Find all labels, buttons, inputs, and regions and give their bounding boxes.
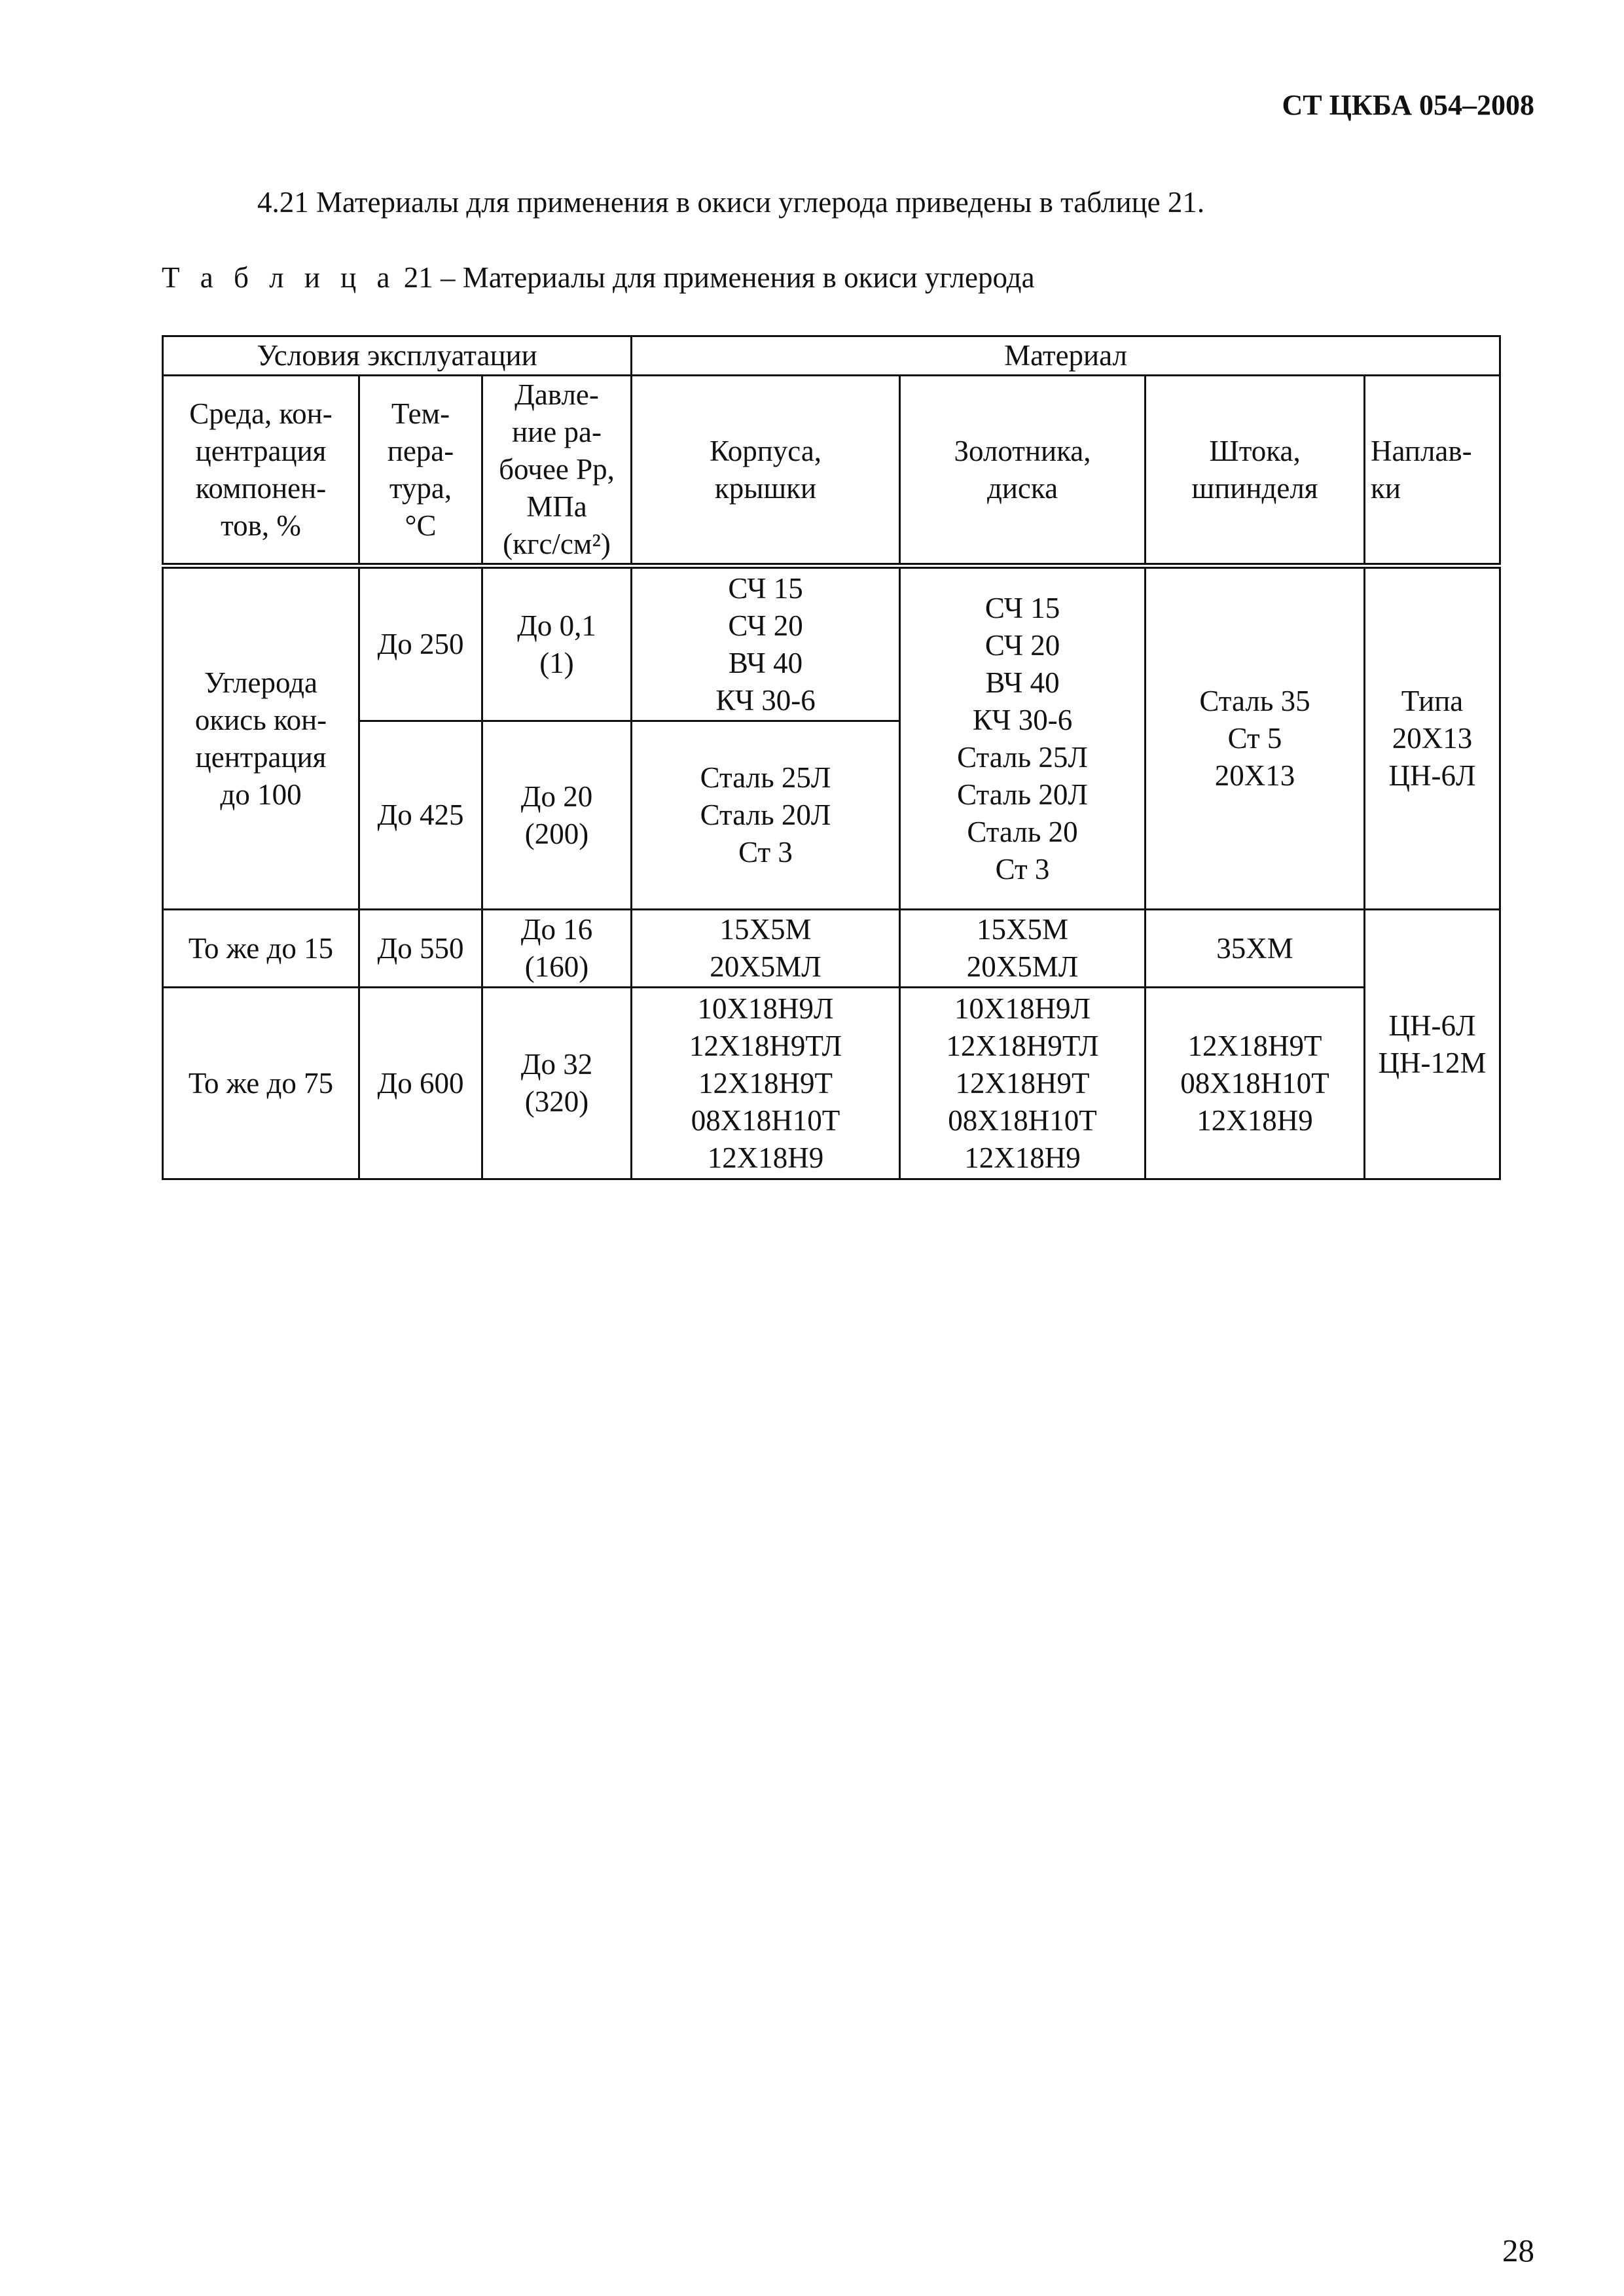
cell-text-line: (160) (524, 950, 589, 983)
overlay-material-cell (1365, 566, 1500, 910)
cell-text-line: КЧ 30-6 (972, 703, 1073, 736)
temperature-column-header (359, 376, 482, 566)
cell-text-line: Среда, кон- (189, 397, 333, 430)
body-material-cell (632, 721, 900, 910)
disc-material-cell (900, 910, 1146, 988)
overlay-column-header (1365, 376, 1500, 566)
medium-cell: То же до 75 (163, 988, 359, 1179)
conditions-group-header: Условия эксплуатации (163, 336, 632, 376)
document-code: СТ ЦКБА 054–2008 (1282, 89, 1534, 121)
cell-text-line: (320) (524, 1085, 589, 1118)
cell-text-line: Сталь 20Л (957, 778, 1088, 811)
cell-text-line: ние ра- (512, 416, 602, 448)
cell-text-line: До 32 (520, 1048, 593, 1081)
cell-text-line: ЦН-6Л (1388, 1009, 1476, 1042)
medium-cell (163, 566, 359, 910)
table-row (163, 988, 1500, 1179)
table-caption-text: 21 – Материалы для применения в окиси углерода (403, 261, 1035, 294)
cell-text-line: ЦН-6Л (1388, 759, 1476, 792)
overlay-material-cell (1365, 910, 1500, 1179)
cell-text-line: 12Х18Н9 (707, 1141, 824, 1174)
table-row (163, 566, 1500, 721)
cell-text-line: до 100 (220, 778, 302, 811)
cell-text-line: Тем- (391, 397, 450, 430)
cell-text-line: пера- (387, 434, 454, 467)
cell-text-line: Сталь 25Л (700, 761, 831, 794)
temperature-cell: До 425 (359, 721, 482, 910)
cell-text-line: СЧ 20 (728, 609, 803, 642)
cell-text-line: СЧ 15 (984, 591, 1060, 624)
cell-text-line: Ст 5 (1227, 722, 1282, 755)
cell-text-line: 12Х18Н9Т (1187, 1029, 1322, 1062)
table-column-header-row (163, 376, 1500, 566)
cell-text-line: 20Х13 (1392, 722, 1473, 755)
cell-text-line: 12Х18Н9ТЛ (689, 1029, 842, 1062)
pressure-cell (482, 721, 632, 910)
stem-column-header (1146, 376, 1365, 566)
cell-text-line: 12Х18Н9Т (698, 1066, 833, 1100)
cell-text-line: СЧ 15 (728, 571, 803, 605)
medium-column-header (163, 376, 359, 566)
cell-text-line: ЦН-12М (1378, 1046, 1487, 1079)
cell-text-line: °С (405, 509, 437, 542)
cell-text-line: Сталь 25Л (957, 740, 1088, 774)
pressure-cell (482, 566, 632, 721)
cell-text-line: Типа (1401, 685, 1464, 717)
cell-text-line: Золотника, (954, 434, 1091, 467)
disc-material-cell (900, 988, 1146, 1179)
cell-text-line: Ст 3 (995, 852, 1050, 886)
cell-text-line: 08Х18Н10Т (1180, 1066, 1329, 1100)
body-material-cell (632, 910, 900, 988)
cell-text-line: До 16 (520, 913, 593, 946)
cell-text-line: До 20 (520, 780, 593, 813)
materials-table (162, 335, 1501, 1180)
cell-text-line: Давле- (514, 378, 599, 411)
cell-text-line: центрация (195, 434, 327, 467)
cell-text-line: 08Х18Н10Т (948, 1103, 1097, 1137)
body-column-header (632, 376, 900, 566)
cell-text-line: тов, % (221, 509, 301, 542)
cell-text-line: СЧ 20 (984, 628, 1060, 662)
cell-text-line: До 0,1 (517, 609, 596, 642)
cell-text-line: 15Х5М (977, 913, 1069, 946)
cell-text-line: Штока, (1209, 434, 1301, 467)
cell-text-line: окись кон- (194, 703, 327, 736)
cell-text-line: диска (986, 471, 1058, 505)
temperature-cell: До 600 (359, 988, 482, 1179)
cell-text-line: шпинделя (1191, 471, 1318, 505)
pressure-cell (482, 910, 632, 988)
cell-text-line: Сталь 35 (1199, 685, 1310, 717)
cell-text-line: 20Х5МЛ (966, 950, 1079, 983)
table-caption-label: Т а б л и ц а (162, 261, 397, 294)
cell-text-line: Наплав- (1371, 434, 1472, 467)
cell-text-line: (1) (539, 646, 574, 679)
cell-text-line: ки (1371, 471, 1401, 505)
pressure-cell (482, 988, 632, 1179)
cell-text-line: 10Х18Н9Л (697, 992, 834, 1025)
cell-text-line: МПа (526, 490, 587, 523)
cell-text-line: 20Х5МЛ (710, 950, 821, 983)
cell-text-line: 12Х18Н9Т (955, 1066, 1090, 1100)
cell-text-line: Сталь 20Л (700, 798, 831, 831)
table-caption (162, 260, 1035, 295)
cell-text-line: 15Х5М (719, 913, 812, 946)
cell-text-line: крышки (714, 471, 817, 505)
cell-text-line: Корпуса, (709, 434, 822, 467)
cell-text-line: 12Х18Н9 (964, 1141, 1081, 1174)
cell-text-line: центрация (195, 740, 327, 774)
stem-material-cell (1146, 566, 1365, 910)
body-material-cell (632, 988, 900, 1179)
table-row (163, 910, 1500, 988)
cell-text-line: 10Х18Н9Л (954, 992, 1091, 1025)
section-paragraph: 4.21 Материалы для применения в окиси углерода приведены в таблице 21. (257, 186, 1205, 219)
cell-text-line: 12Х18Н9ТЛ (946, 1029, 1099, 1062)
cell-text-line: ВЧ 40 (728, 646, 803, 679)
cell-text-line: тура, (389, 471, 452, 505)
stem-material-cell (1146, 988, 1365, 1179)
cell-text-line: бочее Рр, (499, 453, 615, 486)
cell-text-line: (200) (524, 817, 589, 850)
cell-text-line: 08Х18Н10Т (691, 1103, 840, 1137)
body-material-cell (632, 566, 900, 721)
cell-text-line: Сталь 20 (967, 815, 1078, 848)
table-group-header-row (163, 336, 1500, 376)
cell-text-line: (кгс/см²) (503, 528, 611, 560)
cell-text-line: ВЧ 40 (985, 666, 1060, 699)
pressure-column-header (482, 376, 632, 566)
page-number: 28 (1502, 2233, 1534, 2269)
cell-text-line: 20Х13 (1214, 759, 1295, 792)
disc-material-cell (900, 566, 1146, 910)
disc-column-header (900, 376, 1146, 566)
material-group-header: Материал (632, 336, 1500, 376)
cell-text-line: Ст 3 (738, 836, 793, 869)
cell-text-line: Углерода (204, 666, 318, 699)
cell-text-line: 12Х18Н9 (1197, 1103, 1313, 1137)
medium-cell: То же до 15 (163, 910, 359, 988)
cell-text-line: КЧ 30-6 (715, 683, 816, 717)
temperature-cell: До 250 (359, 566, 482, 721)
temperature-cell: До 550 (359, 910, 482, 988)
stem-material-cell: 35ХМ (1146, 910, 1365, 988)
cell-text-line: компонен- (195, 471, 327, 505)
